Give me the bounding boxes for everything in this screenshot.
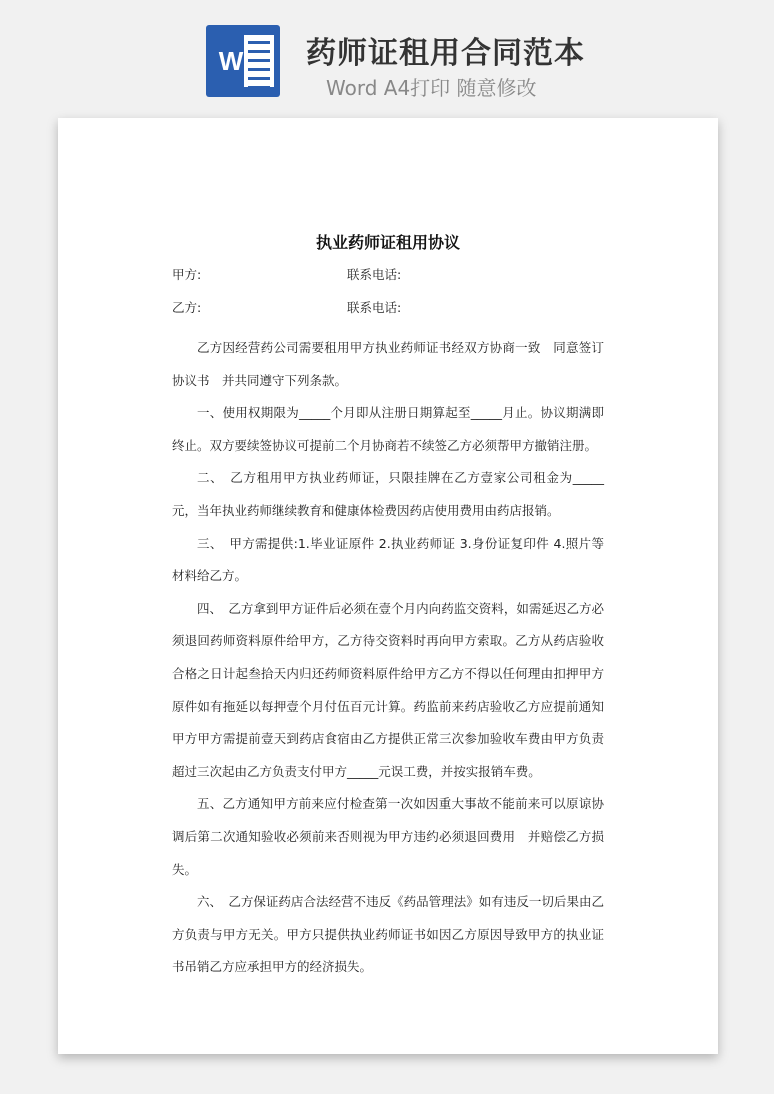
clause-6: 六、 乙方保证药店合法经营不违反《药品管理法》如有违反一切后果由乙方负责与甲方无关。甲方只提供执业药师证书如因乙方原因导致甲方的执业证书吊销乙方应承担甲方的经济损失。 xyxy=(172,894,604,975)
party-a-phone-label: 联系电话: xyxy=(347,267,402,282)
document-lines-icon xyxy=(244,35,274,87)
agreement-body xyxy=(172,332,604,984)
intro-paragraph: 乙方因经营药公司需要租用甲方执业药师证书经双方协商一致 同意签订协议书 并共同遵守下列条款。 xyxy=(172,340,604,388)
party-b-label: 乙方: xyxy=(172,300,202,315)
agreement-title: 执业药师证租用协议 xyxy=(315,233,460,252)
document-page xyxy=(58,118,718,1054)
party-a-label: 甲方: xyxy=(172,267,202,282)
page-header xyxy=(0,0,774,118)
clause-1: 一、使用权期限为_____个月即从注册日期算起至_____月止。协议期满即终止。双方要续签协议可提前二个月协商若不续签乙方必须帮甲方撤销注册。 xyxy=(172,405,604,453)
party-a-line xyxy=(172,265,402,283)
party-b-line xyxy=(172,298,402,316)
word-icon-letter: W xyxy=(218,46,244,76)
template-title: 药师证租用合同范本 xyxy=(306,36,585,71)
party-b-phone-label: 联系电话: xyxy=(347,300,402,315)
clause-4: 四、 乙方拿到甲方证件后必须在壹个月内向药监交资料，如需延迟乙方必须退回药师资料原件给甲方，乙方待交资料时再向甲方索取。乙方从药店验收合格之日计起叁拾天内归还药师资料原件给甲方乙方不得以任何理由扣押甲方原件如有拖延以每押壹个月付伍百元计算。药监前来药店验收乙方应提前通知甲方甲方需提前壹天到药店食宿由乙方提供正常三次参加验收车费由甲方负责超过三次起由乙方负责支付甲方_____元误工费，并按实报销车费。 xyxy=(172,600,604,779)
clause-3: 三、 甲方需提供:1.毕业证原件 2.执业药师证 3.身份证复印件 4.照片等材料给乙方。 xyxy=(172,535,604,584)
word-document-icon xyxy=(206,25,280,97)
clause-2: 二、 乙方租用甲方执业药师证，只限挂牌在乙方壹家公司租金为_____元，当年执业药师继续教育和健康体检费因药店使用费用由药店报销。 xyxy=(172,470,604,518)
template-subtitle: Word A4打印 随意修改 xyxy=(326,76,537,100)
clause-5: 五、乙方通知甲方前来应付检查第一次如因重大事故不能前来可以原谅协调后第二次通知验收必须前来否则视为甲方违约必须退回费用 并赔偿乙方损失。 xyxy=(172,796,604,877)
